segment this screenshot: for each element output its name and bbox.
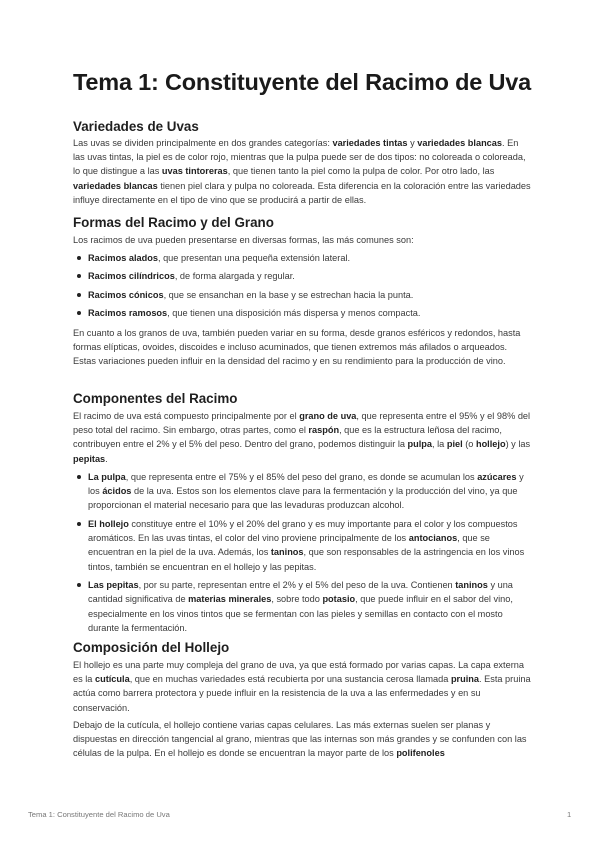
text-run: de la uva. Estos son los elementos clave para la fermentación y la producción del vino, ya que proporcionan el material necesario para que las levaduras produzcan alcohol. <box>88 486 518 511</box>
bold-term: variedades blancas <box>73 180 158 191</box>
text-run: y una cantidad significativa de <box>88 580 513 605</box>
paragraph-formas-intro: Los racimos de uva pueden presentarse en diversas formas, las más comunes son: <box>73 235 414 245</box>
text-run: , que tienen una disposición más dispersa y menos compacta. <box>167 308 421 319</box>
text-run: constituye entre el 10% y el 20% del grano y es muy importante para el color y los compuestos aromáticos. En las uvas tintas, el color del vino proviene principalmente de los <box>88 519 518 544</box>
bullet-icon <box>77 475 81 479</box>
paragraph-hollejo-1 <box>73 658 531 715</box>
text-run: tienen piel clara y pulpa no coloreada. Esta diferencia en la coloración entre las variedades influye directamente en el tipo de vino que se producirá a partir de ellas. <box>73 180 531 205</box>
bold-term: taninos <box>455 580 488 591</box>
bold-term: El hollejo <box>88 519 129 529</box>
text-run: . <box>105 453 108 464</box>
text-run: . En las uvas tintas, la piel es de color rojo, mientras que la pulpa puede ser de dos tipos: no coloreada o coloreada, lo que distingue a las <box>73 138 526 177</box>
paragraph-variedades <box>73 136 531 207</box>
text-run: El racimo de uva está compuesto principalmente por el <box>73 411 300 421</box>
bullet-icon <box>77 293 81 297</box>
bold-term: polifenoles <box>396 748 445 759</box>
bold-term: Las pepitas <box>88 580 139 591</box>
bold-term: Racimos ramosos <box>88 308 168 319</box>
list-item <box>73 269 531 283</box>
list-item <box>73 306 531 320</box>
bold-term: grano de uva <box>299 411 357 421</box>
text-run: y <box>407 138 418 148</box>
page-title: Tema 1: Constituyente del Racimo de Uva <box>73 69 531 95</box>
text-run: , que representa entre el 75% y el 85% del peso del grano, es donde se acumulan los <box>125 472 478 482</box>
text-run: . Esta pruina actúa como barrera protectora y puede influir en la resistencia de la uva a las enfermedades y en su conservación. <box>73 674 531 713</box>
text-run: , la <box>432 439 447 450</box>
bullet-icon <box>77 522 81 526</box>
bold-term: Racimos cilíndricos <box>88 271 175 282</box>
paragraph-formas-granos <box>73 326 531 369</box>
bold-term: potasio <box>322 594 356 605</box>
text-run: , que representa entre el 95% y el 98% del peso total del racimo. Sin embargo, otras partes, como el <box>73 411 531 436</box>
section-heading-hollejo: Composición del Hollejo <box>73 640 230 655</box>
bold-term: pruina <box>450 674 480 685</box>
paragraph-hollejo-2 <box>73 718 531 761</box>
bold-term: variedades tintas <box>332 138 408 148</box>
text-run: , que son responsables de la astringencia en los vinos tintos, también se encuentran en el hollejo y las pepitas. <box>88 547 525 572</box>
text-run: El hollejo es una parte muy compleja del grano de uva, ya que está formado por varias capas. La capa externa es la <box>73 660 524 685</box>
text-run: , que es la estructura leñosa del racimo, contribuyen entre el 2% y el 5% del peso. Dentro del grano, podemos distinguir la <box>73 425 502 450</box>
list-item <box>73 470 531 513</box>
text-run: , que presentan una pequeña extensión lateral. <box>157 253 351 263</box>
list-item <box>73 578 531 635</box>
list-formas <box>73 251 531 320</box>
bold-term: piel <box>446 439 463 450</box>
bullet-icon <box>77 274 81 278</box>
bold-term: ácidos <box>102 486 132 497</box>
text-run: (o <box>462 439 476 450</box>
bold-term: materias minerales <box>188 594 272 605</box>
section-heading-variedades: Variedades de Uvas <box>73 119 199 134</box>
section-heading-formas: Formas del Racimo y del Grano <box>73 215 274 230</box>
bold-term: Racimos cónicos <box>88 289 164 300</box>
text-run: Las uvas se dividen principalmente en dos grandes categorías: <box>73 138 333 148</box>
text-run: , que tienen tanto la piel como la pulpa de color. Por otro lado, las <box>227 166 495 177</box>
text-run: , de forma alargada y regular. <box>174 271 295 282</box>
footer-page-number: 1 <box>567 810 572 819</box>
bold-term: pepitas <box>73 453 106 464</box>
bold-term: variedades blancas <box>417 138 503 148</box>
footer-title: Tema 1: Constituyente del Racimo de Uva <box>28 810 170 819</box>
bold-term: taninos <box>270 547 304 558</box>
list-item <box>73 517 531 574</box>
bold-term: La pulpa <box>88 472 126 482</box>
bold-term: hollejo <box>475 439 506 450</box>
bold-term: raspón <box>308 425 340 436</box>
text-run: , que se encuentran en la piel de la uva. Además, los <box>88 533 490 558</box>
bullet-icon <box>77 311 81 315</box>
paragraph-componentes <box>73 409 531 466</box>
text-run: , que se ensanchan en la base y se estrechan hacia la punta. <box>163 289 414 300</box>
section-heading-componentes: Componentes del Racimo <box>73 391 238 406</box>
text-run: , sobre todo <box>271 594 323 605</box>
bold-term: cutícula <box>94 674 130 685</box>
list-item <box>73 288 531 302</box>
text-run: y los <box>88 472 524 497</box>
text-run: , por su parte, representan entre el 2% y el 5% del peso de la uva. Contienen <box>138 580 456 591</box>
text-run: ) y las <box>505 439 531 450</box>
bold-term: pulpa <box>407 439 433 450</box>
bold-term: uvas tintoreras <box>161 166 228 177</box>
text-run: En cuanto a los granos de uva, también pueden variar en su forma, desde granos esféricos y redondos, hasta formas elípticas, ovoides, discoides e incluso acuminados, que tienen extremos más afilados o arqueados. Estas variaciones pueden influir en la densidad del racimo y en su rendimiento para la producción de vino. <box>73 328 521 367</box>
text-run: , que puede influir en el sabor del vino, especialmente en los vinos tintos que se fermentan con las pieles y semillas en contacto con el mosto durante la fermentación. <box>88 594 513 633</box>
text-run: , que en muchas variedades está recubierta por una sustancia cerosa llamada <box>129 674 451 685</box>
list-item <box>73 251 531 265</box>
bullet-icon <box>77 256 81 260</box>
bold-term: Racimos alados <box>88 253 158 263</box>
bold-term: azúcares <box>477 472 517 482</box>
list-componentes <box>73 470 531 635</box>
bullet-icon <box>77 583 81 587</box>
text-run: Debajo de la cutícula, el hollejo contiene varias capas celulares. Las más externas suelen ser planas y dispuestas en dirección tangencial al grano, mientras que las internas son más grandes y se confunden con las células de la pulpa. En el hollejo es donde se encuentran la mayor parte de los <box>73 720 527 759</box>
bold-term: antocianos <box>408 533 458 544</box>
